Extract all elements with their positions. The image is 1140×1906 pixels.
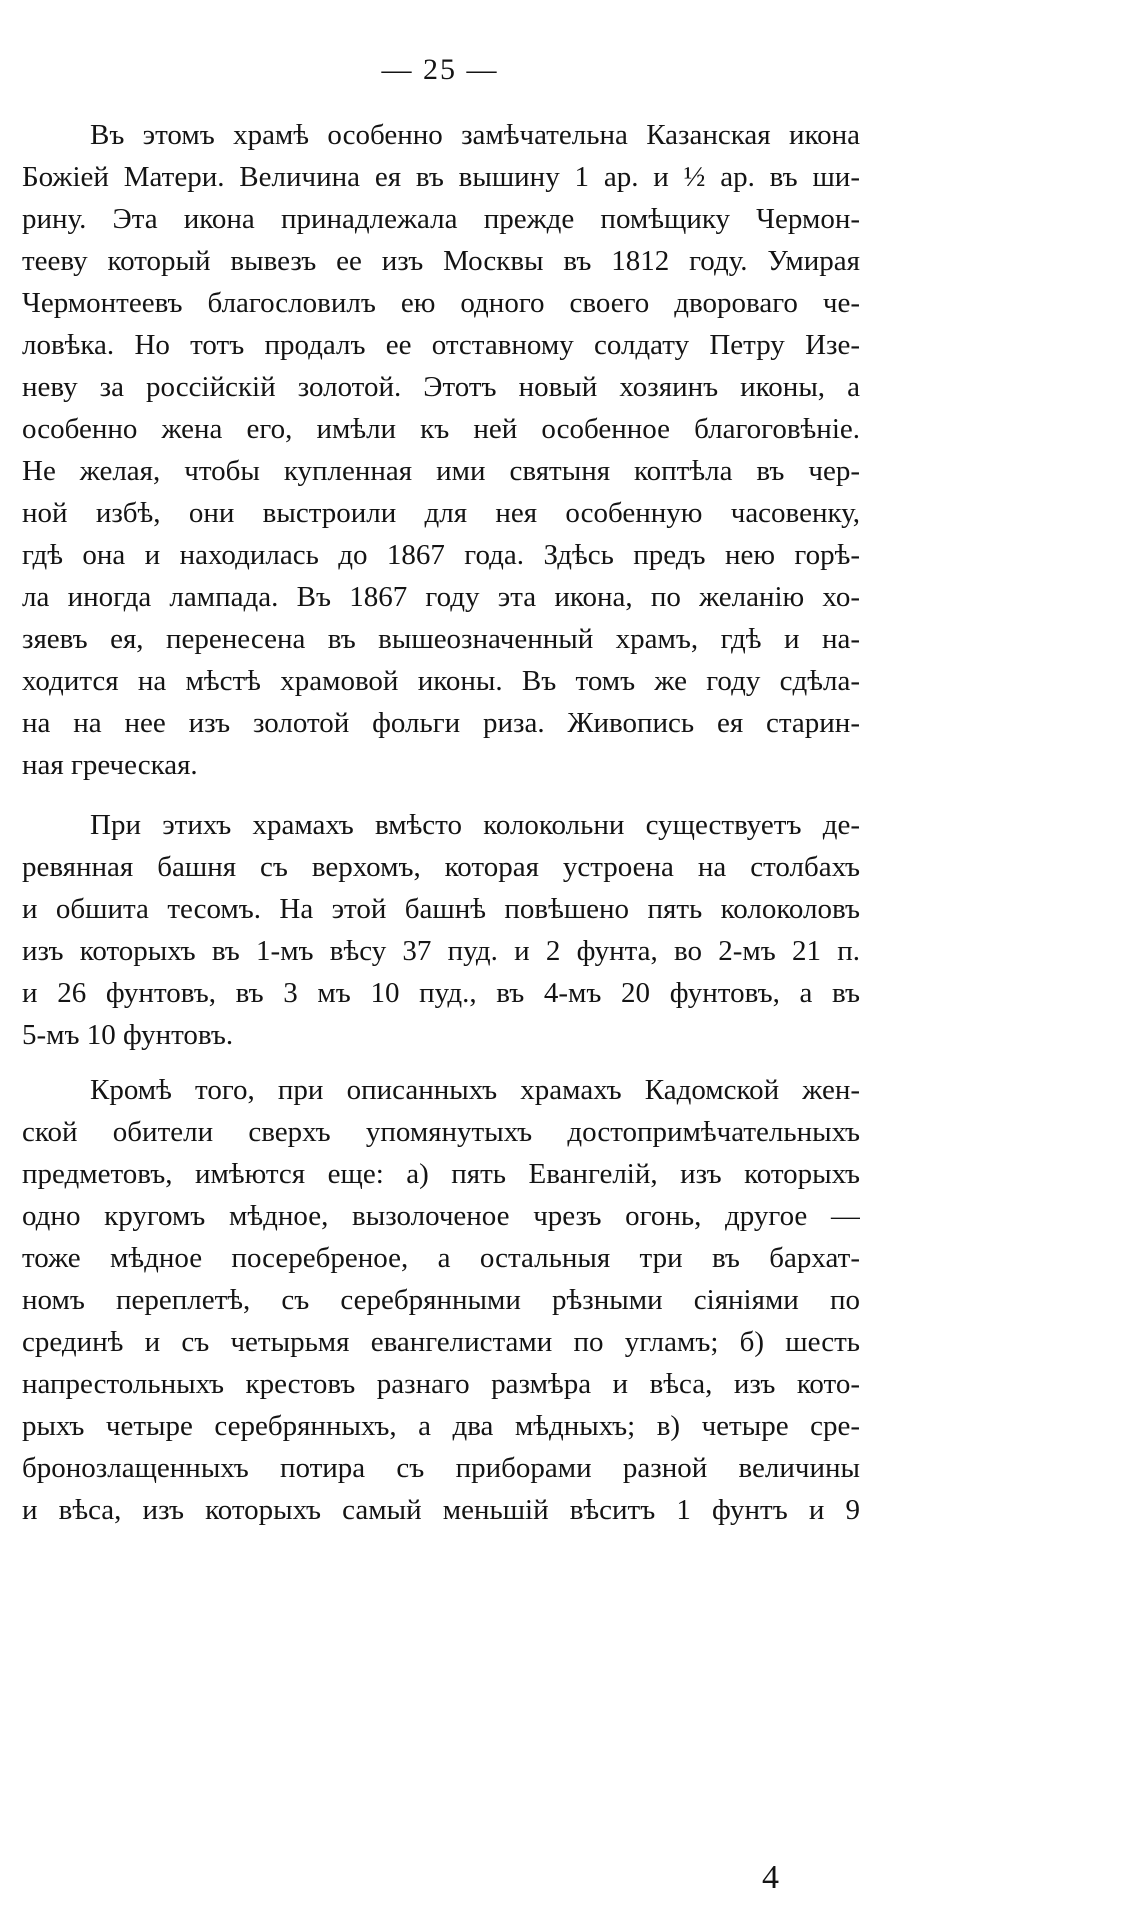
text-line: рыхъ четыре серебрянныхъ, а два мѣдныхъ; в) четыре сре- xyxy=(22,1410,860,1442)
text-line: и 26 фунтовъ, въ 3 мъ 10 пуд., въ 4-мъ 20 фунтовъ, а въ xyxy=(22,977,860,1009)
paragraph-kazan-icon xyxy=(22,114,860,786)
paragraph-bell-tower xyxy=(22,804,860,1056)
signature-mark: 4 xyxy=(762,1859,779,1896)
text-line: неву за россійскій золотой. Этотъ новый хозяинъ иконы, а xyxy=(22,371,860,403)
page-number-header: — 25 — xyxy=(381,53,499,86)
text-line: ла иногда лампада. Въ 1867 году эта икона, по желанію хо- xyxy=(22,581,860,613)
text-line: напрестольныхъ крестовъ разнаго размѣра и вѣса, изъ кото- xyxy=(22,1368,860,1400)
text-line: номъ переплетѣ, съ серебрянными рѣзными сіяніями по xyxy=(22,1284,860,1316)
text-line: особенно жена его, имѣли къ ней особенное благоговѣніе. xyxy=(22,413,860,445)
text-line: ской обители сверхъ упомянутыхъ достопримѣчательныхъ xyxy=(22,1116,860,1148)
text-line: Кромѣ того, при описанныхъ храмахъ Кадомской жен- xyxy=(90,1074,860,1106)
text-line: Въ этомъ храмѣ особенно замѣчательна Казанская икона xyxy=(90,119,860,151)
text-line: срединѣ и съ четырьмя евангелистами по угламъ; б) шесть xyxy=(22,1326,860,1358)
text-line: бронозлащенныхъ потира съ приборами разной величины xyxy=(22,1452,860,1484)
text-line: ной избѣ, они выстроили для нея особенную часовенку, xyxy=(22,497,860,529)
text-line: тееву который вывезъ ее изъ Москвы въ 1812 году. Умирая xyxy=(22,245,860,277)
text-line: и вѣса, изъ которыхъ самый меньшій вѣситъ 1 фунтъ и 9 xyxy=(22,1494,860,1526)
text-line: гдѣ она и находилась до 1867 года. Здѣсь предъ нею горѣ- xyxy=(22,539,860,571)
text-line: ная греческая. xyxy=(22,749,198,781)
text-line: одно кругомъ мѣдное, вызолоченое чрезъ огонь, другое — xyxy=(22,1200,860,1232)
text-line: и обшита тесомъ. На этой башнѣ повѣшено пять колоколовъ xyxy=(22,893,860,925)
text-line: тоже мѣдное посеребреное, а остальныя три въ бархат- xyxy=(22,1242,860,1274)
text-line: изъ которыхъ въ 1-мъ вѣсу 37 пуд. и 2 фунта, во 2-мъ 21 п. xyxy=(22,935,860,967)
paragraph-church-objects xyxy=(22,1069,860,1531)
text-line: Чермонтеевъ благословилъ ею одного своего двороваго че- xyxy=(22,287,860,319)
text-line: ревянная башня съ верхомъ, которая устроена на столбахъ xyxy=(22,851,860,883)
text-line: Божіей Матери. Величина ея въ вышину 1 ар. и ½ ар. въ ши- xyxy=(22,161,860,193)
text-line: Не желая, чтобы купленная ими святыня коптѣла въ чер- xyxy=(22,455,860,487)
text-line: зяевъ ея, перенесена въ вышеозначенный храмъ, гдѣ и на- xyxy=(22,623,860,655)
text-line: При этихъ храмахъ вмѣсто колокольни существуетъ де- xyxy=(90,809,860,841)
text-line: рину. Эта икона принадлежала прежде помѣщику Чермон- xyxy=(22,203,860,235)
text-line: ходится на мѣстѣ храмовой иконы. Въ томъ же году сдѣла- xyxy=(22,665,860,697)
text-line: 5-мъ 10 фунтовъ. xyxy=(22,1019,234,1051)
text-line: на на нее изъ золотой фольги риза. Живопись ея старин- xyxy=(22,707,860,739)
text-line: ловѣка. Но тотъ продалъ ее отставному солдату Петру Изе- xyxy=(22,329,860,361)
text-line: предметовъ, имѣются еще: а) пять Евангелій, изъ которыхъ xyxy=(22,1158,860,1190)
